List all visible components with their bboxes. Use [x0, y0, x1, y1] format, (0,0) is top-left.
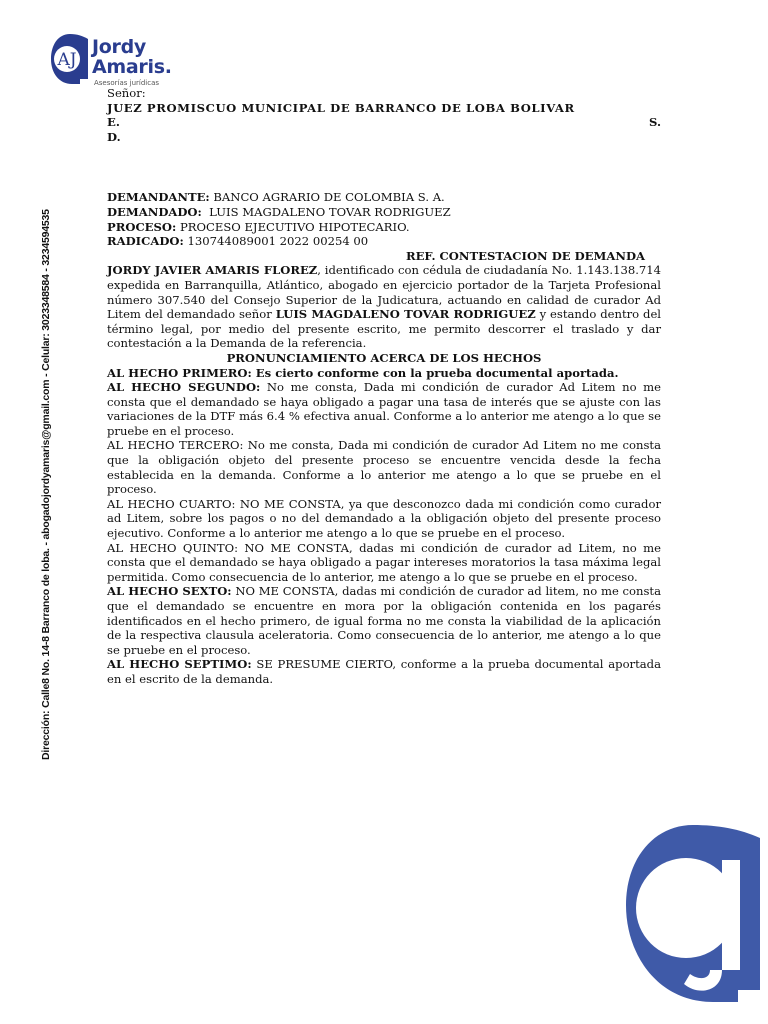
fact-7-text: SE PRESUME CIERTO, conforme a la prueba documental aportada en el escrito de la demanda.: [107, 657, 661, 686]
demandado-label: DEMANDADO:: [107, 204, 202, 219]
radicado-value: 130744089001 2022 00254 00: [183, 234, 369, 249]
salutation: Señor:: [107, 86, 146, 100]
section-title: PRONUNCIAMIENTO ACERCA DE LOS HECHOS: [226, 350, 542, 365]
demandado-value: LUIS MAGDALENO TOVAR RODRIGUEZ: [201, 204, 451, 219]
demandante-value: BANCO AGRARIO DE COLOMBIA S. A.: [209, 190, 445, 205]
fact-4-text: AL HECHO CUARTO: NO ME CONSTA, ya que desconozco dada mi condición como curador ad Litem, sobre los pagos o no del demandado a la obligación objeto del presente proceso ejecutivo. Conforme a lo anterior me atengo a lo que se pruebe en el proceso.: [107, 496, 661, 541]
logo-mark-text: AJ: [57, 50, 77, 70]
aj-watermark-icon: [618, 820, 768, 1010]
fact-5-text: AL HECHO QUINTO: NO ME CONSTA, dadas mi condición de curador ad Litem, no me consta que el demandado se haya obligado a pagar intereses moratorios la tasa máxima legal permitida. Como consecuencia de lo anterior, me atengo a lo que se pruebe en el proceso.: [107, 540, 661, 584]
demandante-row: [107, 190, 661, 205]
case-metadata: [107, 190, 661, 248]
intro-text-1: , identificado con cédula de ciudadanía No. 1.143.138.714 expedida en Barranquilla, Atlántico, abogado en ejercicio portador de la Tarjeta Profesional número 307.540 del Consejo Superior de la Judicatura, actuando en calidad de curador Ad Litem del demandado señor: [107, 263, 662, 322]
fact-1: [107, 366, 661, 381]
demandado-row: [107, 205, 661, 220]
proceso-value: PROCESO EJECUTIVO HIPOTECARIO.: [176, 219, 410, 234]
fact-4: [107, 497, 661, 541]
fact-1-label: AL HECHO PRIMERO: Es cierto conforme con la prueba documental aportada.: [107, 365, 619, 380]
fact-2-label: AL HECHO SEGUNDO:: [107, 380, 261, 395]
fact-6-label: AL HECHO SEXTO:: [107, 584, 232, 599]
fact-7: [107, 657, 661, 686]
firm-logo: [50, 33, 200, 93]
logo-name-last: Amaris: [92, 56, 165, 78]
fact-3-text: AL HECHO TERCERO: No me consta, Dada mi condición de curador Ad Litem no me consta que la obligación objeto del presente proceso se encuentre vencida desde la fecha establecida en la demanda. Conforme a lo anterior me atengo a lo que se pruebe en el proceso.: [107, 438, 661, 497]
radicado-label: RADICADO:: [107, 234, 184, 249]
intro-paragraph: [107, 263, 661, 351]
intro-text-2: y estando dentro del término legal, por medio del presente escrito, me permito descorrer el traslado y dar contestación a la Demanda de la referencia.: [107, 307, 662, 351]
es-right: S.: [649, 115, 661, 130]
document-body: [107, 86, 661, 687]
logo-subtitle: Asesorías jurídicas: [94, 79, 160, 87]
d-line: D.: [107, 129, 121, 144]
radicado-row: [107, 234, 661, 249]
aj-logo-icon: [50, 33, 90, 85]
fact-5: [107, 541, 661, 585]
proceso-label: PROCESO:: [107, 219, 177, 234]
fact-6: [107, 584, 661, 657]
fact-2-text: No me consta, Dada mi condición de curador Ad Litem no me consta que el demandado se haya obligado a pagar una tasa de interés que se ajuste con las variaciones de la DTF más 6.4 % efectiva anual. Conforme a lo anterior me atengo a lo que se pruebe en el proceso.: [107, 380, 661, 438]
es-left: E.: [107, 115, 120, 130]
defendant-name: LUIS MAGDALENO TOVAR RODRIGUEZ: [275, 307, 536, 322]
fact-3: [107, 438, 661, 496]
court-name: JUEZ PROMISCUO MUNICIPAL DE BARRANCO DE LOBA BOLIVAR: [107, 100, 575, 115]
fact-2: [107, 380, 661, 438]
side-contact-info: Dirección: Calle8 No. 14-8 Barranco de loba. - abogadojordyamaris@gmail.com - Celular: 3023348584 - 3234594535: [40, 209, 52, 760]
logo-dot: .: [164, 56, 172, 78]
lawyer-name: JORDY JAVIER AMARIS FLOREZ: [107, 263, 318, 278]
proceso-row: [107, 220, 661, 235]
es-row: [107, 115, 661, 130]
reference-line: REF. CONTESTACION DE DEMANDA: [405, 248, 645, 263]
demandante-label: DEMANDANTE:: [107, 190, 210, 205]
fact-6-text: NO ME CONSTA, dadas mi condición de curador ad litem, no me consta que el demandado se encuentre en mora por la obligación contenida en los pagarés identificados en el hecho primero, de igual forma no me consta la viabilidad de la aplicación de la respectiva clausula aceleratoria. Como consecuencia de lo anterior, me atengo a lo que se pruebe en el proceso.: [107, 584, 661, 657]
logo-name-first: Jordy: [92, 36, 146, 58]
fact-7-label: AL HECHO SEPTIMO:: [107, 657, 252, 672]
logo-name: [92, 37, 172, 77]
